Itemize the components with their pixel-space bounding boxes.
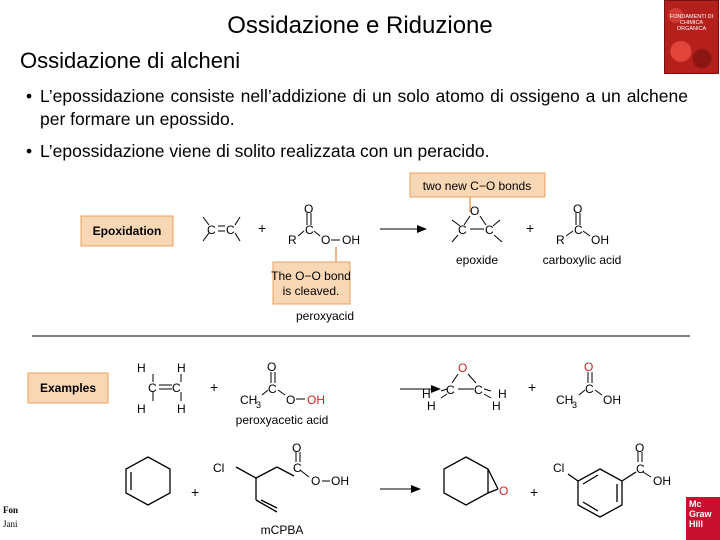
atom-label: C: [293, 461, 302, 475]
atom-label: O: [311, 474, 321, 488]
atom-label: C: [458, 223, 467, 237]
bond-line: [568, 474, 578, 481]
mcpba-caption: mCPBA: [260, 523, 304, 537]
logo-line: Graw: [689, 509, 712, 519]
atom-subscript: 3: [572, 400, 578, 410]
benzene-ring: [578, 469, 622, 517]
atom-label: C: [148, 381, 157, 395]
oo-bond-callout-line: is cleaved.: [282, 284, 340, 298]
atom-label: H: [422, 387, 431, 401]
atom-label: CH: [240, 393, 258, 407]
bond-line: [622, 472, 636, 481]
atom-label: O: [321, 233, 331, 247]
atom-label: O: [267, 360, 277, 374]
atom-label: O: [573, 202, 583, 216]
bullet-text: L’epossidazione viene di solito realizzata con un peracido.: [40, 141, 490, 161]
atom-label: C: [574, 223, 583, 237]
epoxidation-label: Epoxidation: [92, 224, 162, 238]
carboxylic-acid-caption: carboxylic acid: [542, 253, 622, 267]
epoxide-caption: epoxide: [455, 253, 499, 267]
plus-sign: +: [258, 220, 267, 236]
plus-sign: +: [191, 484, 200, 500]
atom-label: H: [492, 399, 501, 413]
atom-label: O: [470, 204, 480, 218]
atom-label: C: [585, 382, 594, 396]
atom-label: O: [292, 441, 302, 455]
plus-sign: +: [530, 484, 539, 500]
cyclohexene-ring: [126, 457, 170, 505]
atom-label: O: [458, 361, 468, 375]
atom-label: C: [474, 383, 483, 397]
atom-label: CH: [556, 393, 574, 407]
atom-label: OH: [603, 393, 621, 407]
logo-line: Hill: [689, 519, 704, 529]
atom-label: O: [499, 484, 509, 498]
atom-label: H: [498, 387, 507, 401]
peroxyacid-caption: peroxyacid: [295, 309, 355, 323]
atom-label: C: [485, 223, 494, 237]
atom-label: O: [286, 393, 296, 407]
atom-label: Cl: [213, 461, 225, 475]
bullet-dot: •: [26, 86, 33, 106]
atom-label: R: [556, 233, 565, 247]
atom-label: H: [177, 361, 186, 375]
atom-label: H: [137, 361, 146, 375]
atom-label: OH: [342, 233, 360, 247]
footer-line: Fon: [3, 505, 19, 515]
book-cover-title: FONDAMENTI DI CHIMICA ORGANICA: [669, 14, 714, 32]
atom-label: C: [268, 382, 277, 396]
cyclohexene-oxide-ring: [444, 457, 488, 505]
atom-label: C: [636, 462, 645, 476]
atom-label: O: [584, 360, 594, 374]
atom-label: O: [304, 202, 314, 216]
atom-label: C: [305, 223, 314, 237]
logo-line: Mc: [689, 499, 702, 509]
slide-title: Ossidazione e Riduzione: [227, 12, 493, 39]
atom-label: R: [288, 233, 297, 247]
atom-subscript: 3: [256, 400, 262, 410]
atom-label: O: [635, 441, 645, 455]
atom-label: OH: [653, 474, 671, 488]
plus-sign: +: [210, 379, 219, 395]
atom-label: OH: [331, 474, 349, 488]
atom-label: Cl: [553, 461, 565, 475]
bullet-dot: •: [26, 141, 33, 161]
atom-label: C: [226, 223, 235, 237]
slide-subtitle: Ossidazione di alcheni: [20, 48, 241, 73]
examples-label: Examples: [39, 381, 97, 395]
atom-label: OH: [307, 393, 325, 407]
peroxyacetic-acid-caption: peroxyacetic acid: [235, 413, 329, 427]
plus-sign: +: [526, 220, 535, 236]
new-bonds-callout: two new C−O bonds: [422, 179, 532, 193]
mcpba-structure: [236, 467, 294, 512]
atom-label: C: [207, 223, 216, 237]
oo-bond-callout-line: The O−O bond: [271, 269, 351, 283]
atom-label: C: [172, 381, 181, 395]
atom-label: H: [137, 402, 146, 416]
atom-label: H: [177, 402, 186, 416]
epoxide-bond: [488, 489, 498, 493]
atom-label: OH: [591, 233, 609, 247]
footer-line: Jani: [3, 519, 18, 529]
atom-label: H: [427, 399, 436, 413]
plus-sign: +: [528, 379, 537, 395]
bullet-text: L’epossidazione consiste nell’addizione di un solo atomo di ossigeno a un alchene per formare un epossido.: [40, 86, 688, 129]
epoxide-bond: [488, 469, 498, 489]
atom-label: C: [446, 383, 455, 397]
